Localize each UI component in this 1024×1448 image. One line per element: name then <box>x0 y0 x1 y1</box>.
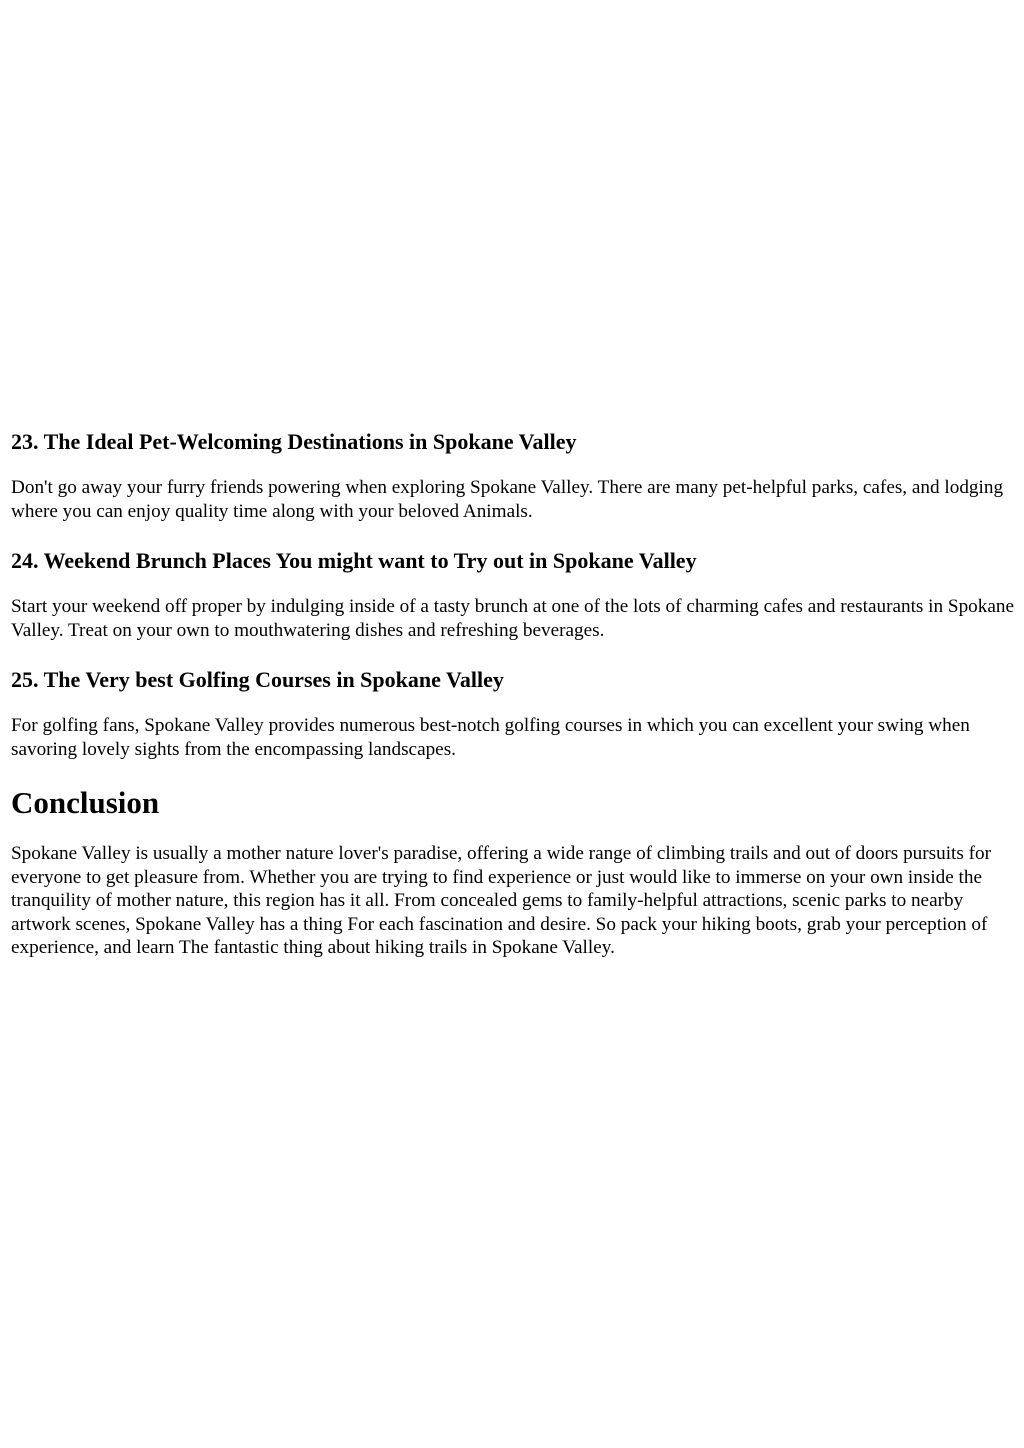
section-paragraph: For golfing fans, Spokane Valley provides numerous best-notch golfing courses in which you can excellent your swing when savoring lovely sights from the encompassing landscapes. <box>11 715 970 760</box>
section-25 <box>11 666 1017 761</box>
conclusion-paragraph: Spokane Valley is usually a mother nature lover's paradise, offering a wide range of climbing trails and out of doors pursuits for everyone to get pleasure from. Whether you are trying to find experience or just would like to immerse on your own inside the tranquility of mother nature, this region has it all. From concealed gems to family-helpful attractions, scenic parks to nearby artwork scenes, Spokane Valley has a thing For each fascination and desire. So pack your hiking boots, grab your perception of experience, and learn The fantastic thing about hiking trails in Spokane Valley. <box>11 843 992 958</box>
section-23 <box>11 428 1017 523</box>
conclusion-heading: Conclusion <box>11 785 160 820</box>
section-24 <box>11 547 1017 642</box>
conclusion-section <box>11 785 1017 960</box>
document-page <box>11 428 1017 960</box>
section-paragraph: Don't go away your furry friends powering when exploring Spokane Valley. There are many pet-helpful parks, cafes, and lodging where you can enjoy quality time along with your beloved Animals. <box>11 477 1004 522</box>
section-heading: 23. The Ideal Pet-Welcoming Destinations in Spokane Valley <box>11 429 577 454</box>
section-paragraph: Start your weekend off proper by indulging inside of a tasty brunch at one of the lots of charming cafes and restaurants in Spokane Valley. Treat on your own to mouthwatering dishes and refreshing beverages. <box>11 596 1014 641</box>
section-heading: 25. The Very best Golfing Courses in Spokane Valley <box>11 667 504 692</box>
section-heading: 24. Weekend Brunch Places You might want to Try out in Spokane Valley <box>11 548 697 573</box>
